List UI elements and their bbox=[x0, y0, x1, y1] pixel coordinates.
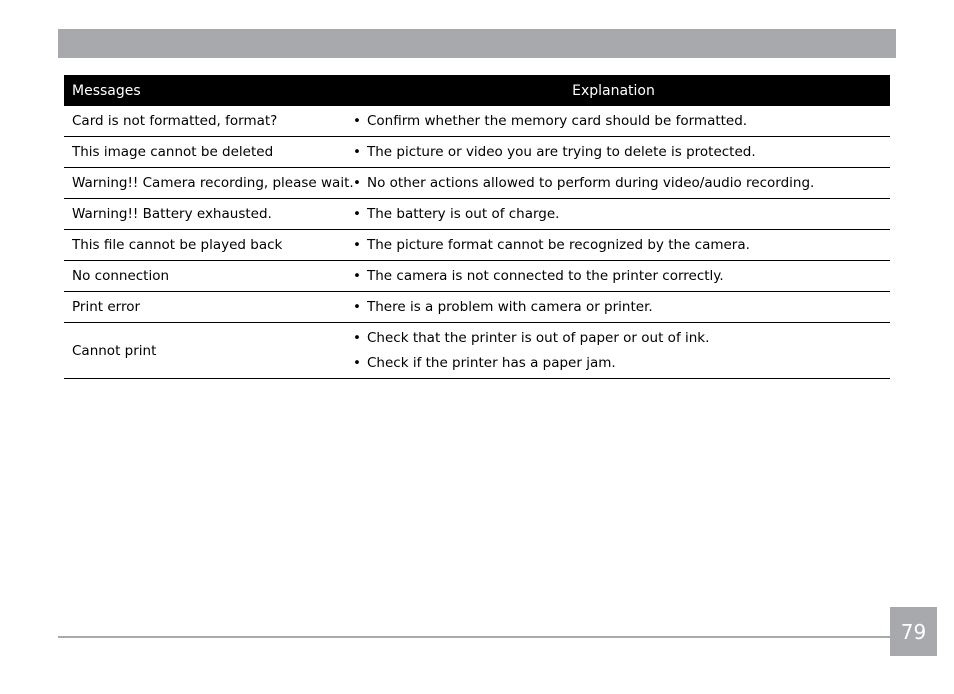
explanation-item bbox=[353, 264, 882, 289]
bullet-icon: • bbox=[353, 354, 361, 371]
bullet-icon: • bbox=[353, 205, 361, 222]
explanation-item bbox=[353, 109, 882, 134]
explanation-text: Check if the printer has a paper jam. bbox=[367, 354, 616, 371]
explanation-text: The picture format cannot be recognized by the camera. bbox=[367, 236, 750, 253]
bullet-icon: • bbox=[353, 236, 361, 253]
explanation-cell bbox=[345, 137, 890, 168]
table-row bbox=[64, 261, 890, 292]
explanation-item bbox=[353, 171, 882, 196]
messages-table bbox=[64, 75, 890, 379]
explanation-item bbox=[353, 140, 882, 165]
message-cell: Print error bbox=[64, 292, 345, 323]
message-cell: Warning!! Battery exhausted. bbox=[64, 199, 345, 230]
explanation-item bbox=[353, 295, 882, 320]
column-header-messages: Messages bbox=[64, 75, 345, 106]
explanation-item bbox=[353, 202, 882, 227]
explanation-item bbox=[353, 351, 882, 376]
header-band bbox=[58, 29, 896, 58]
column-header-explanation: Explanation bbox=[345, 75, 890, 106]
explanation-text: There is a problem with camera or printer. bbox=[367, 298, 653, 315]
table-row bbox=[64, 168, 890, 199]
table-row bbox=[64, 199, 890, 230]
bullet-icon: • bbox=[353, 329, 361, 346]
explanation-cell bbox=[345, 292, 890, 323]
message-cell: This image cannot be deleted bbox=[64, 137, 345, 168]
explanation-item bbox=[353, 233, 882, 258]
footer-divider bbox=[58, 636, 890, 638]
bullet-icon: • bbox=[353, 143, 361, 160]
explanation-cell bbox=[345, 199, 890, 230]
message-cell: Warning!! Camera recording, please wait. bbox=[64, 168, 345, 199]
explanation-item bbox=[353, 326, 882, 351]
table-row bbox=[64, 137, 890, 168]
bullet-icon: • bbox=[353, 112, 361, 129]
explanation-text: The camera is not connected to the printer correctly. bbox=[367, 267, 724, 284]
message-cell: This file cannot be played back bbox=[64, 230, 345, 261]
bullet-icon: • bbox=[353, 174, 361, 191]
bullet-icon: • bbox=[353, 267, 361, 284]
explanation-cell bbox=[345, 168, 890, 199]
explanation-text: No other actions allowed to perform during video/audio recording. bbox=[367, 174, 815, 191]
explanation-cell bbox=[345, 323, 890, 379]
table-row bbox=[64, 106, 890, 137]
table-header-row bbox=[64, 75, 890, 106]
table-row bbox=[64, 230, 890, 261]
explanation-cell bbox=[345, 261, 890, 292]
explanation-cell bbox=[345, 230, 890, 261]
message-cell: Card is not formatted, format? bbox=[64, 106, 345, 137]
message-cell: Cannot print bbox=[64, 323, 345, 379]
page-number: 79 bbox=[890, 607, 937, 656]
table-row bbox=[64, 292, 890, 323]
explanation-text: Check that the printer is out of paper or out of ink. bbox=[367, 329, 710, 346]
message-cell: No connection bbox=[64, 261, 345, 292]
explanation-text: The picture or video you are trying to delete is protected. bbox=[367, 143, 756, 160]
explanation-text: The battery is out of charge. bbox=[367, 205, 560, 222]
table-row bbox=[64, 323, 890, 379]
explanation-text: Confirm whether the memory card should be formatted. bbox=[367, 112, 748, 129]
explanation-cell bbox=[345, 106, 890, 137]
bullet-icon: • bbox=[353, 298, 361, 315]
